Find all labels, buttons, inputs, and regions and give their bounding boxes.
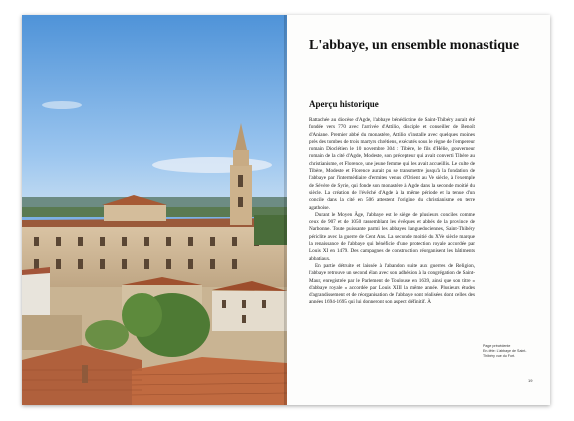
book-spread xyxy=(22,15,550,405)
abbey-photograph xyxy=(22,15,287,405)
caption-line: En-tête: L'abbaye de Saint- xyxy=(483,349,527,353)
page-number: 19 xyxy=(528,378,533,383)
caption-line: Thibéry vue du Fort. xyxy=(483,354,516,358)
paragraph: Durant le Moyen Âge, l'abbaye est le siège de plusieurs conciles comme ceux de 907 et de 1050 rassemblant les évêques et abbés de la province de Narbonne. Toute puissante parmi les abbayes languedociennes, Saint-Thibéry périclite avec la guerre de Cent Ans. La seconde moitié du XVe siècle marque la renaissance de l'abbaye qui bénéficie d'une protection royale accordée par Louis XI en 1479. Des campagnes de construction réorganisent les bâtiments abbatiaux. xyxy=(309,211,475,262)
text-page xyxy=(287,15,550,405)
photo-caption xyxy=(483,344,543,359)
paragraph: Rattachée au diocèse d'Agde, l'abbaye bénédictine de Saint-Thibéry aurait été fondée vers 770 avec l'arrivée d'Attilio, disciple et conseiller de Benoît d'Aniane. Premier abbé du monastère, Attilio s'installe avec quelques moines près des tombes de trois martyrs chrétiens, exécutés sous le règne de l'empereur romain Dioclétien le 10 novembre 304 : Tibère, le fils d'Hélie, gouverneur romain de la cité d'Agde, Modeste, son précepteur qui avait converti Tibère au christianisme, et Florence, une jeune femme qui les avait accueillis. Le culte de Tibère, Modeste et Florence aurait pu se transmettre jusqu'à la fondation de l'abbaye par l'intermédiaire d'ermites venus d'Orient au Ve siècle, à l'exemple de Sévère de Syrie, qui fonde son monastère à Agde dans la seconde moitié du siècle. La création de l'évêché d'Agde à la même période et la tenue d'un concile dans la cité en 506 attestent l'origine du christianisme en terre agathoise. xyxy=(309,117,475,211)
chapter-title: L'abbaye, un ensemble monastique xyxy=(309,38,520,53)
body-text xyxy=(309,117,475,307)
caption-line: Page précédente xyxy=(483,344,511,348)
section-subtitle: Aperçu historique xyxy=(309,99,379,109)
paragraph: En partie détruite et laissée à l'abandon suite aux guerres de Religion, l'abbaye retrouve un second élan avec son adhésion à la congrégation de Saint-Maur, enregistrée par le Parlement de Toulouse en 1639, ainsi que son titre « d'abbaye royale » accordée par Louis XIII la même année. Plusieurs études d'agrandissement et de réorganisation de l'abbaye sont réalisées dont celles des années 1694-1695 qui lui donneront son aspect définitif. À xyxy=(309,262,475,306)
